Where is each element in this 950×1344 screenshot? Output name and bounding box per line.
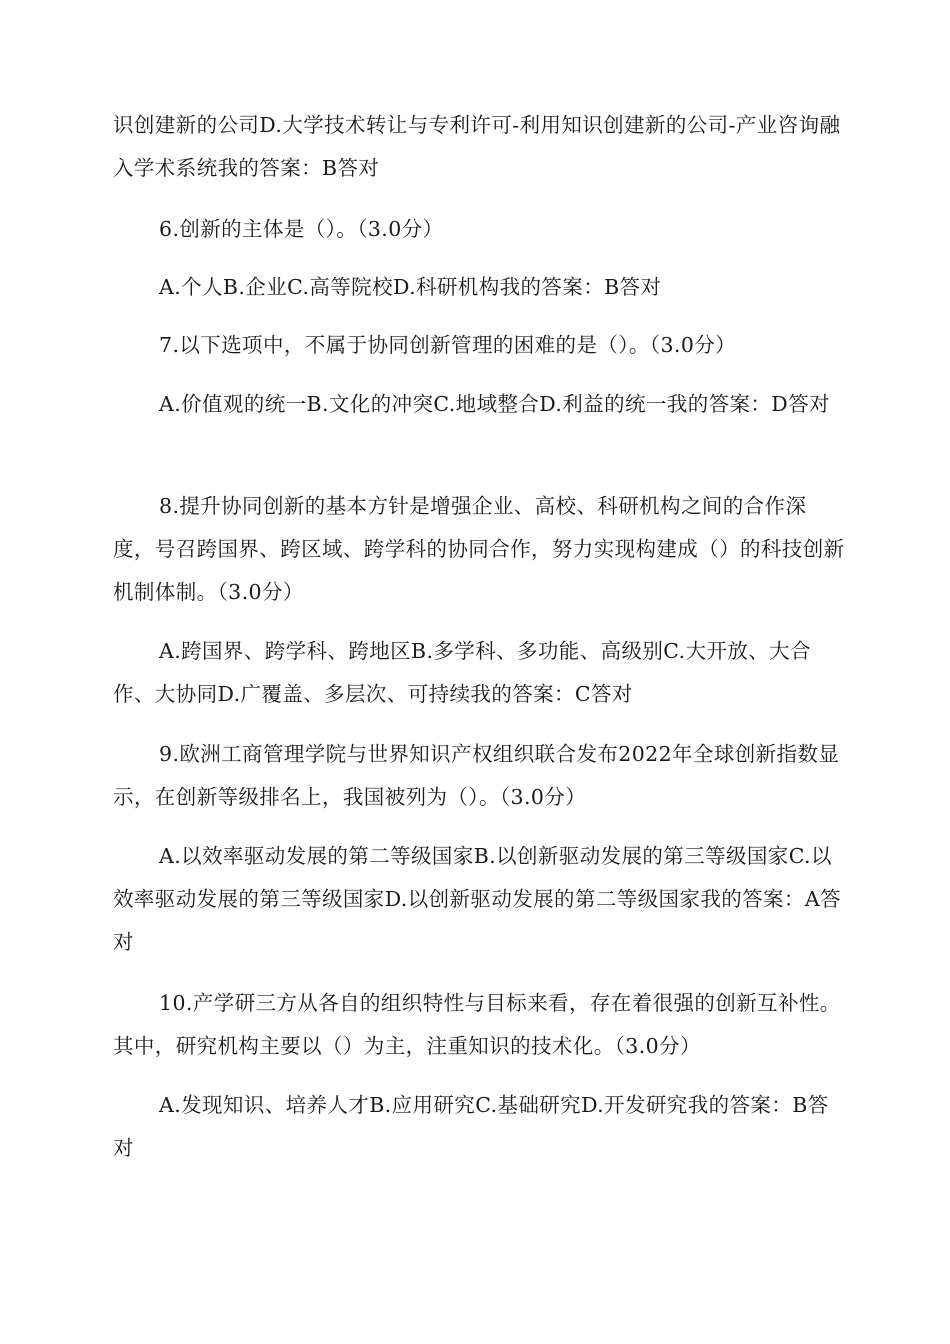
question-6: 6.创新的主体是（）。（3.0分）	[159, 217, 444, 241]
answer-line-q5-continuation: 识创建新的公司D.大学技术转让与专利许可-利用知识创建新的公司-产业咨询融入学术系统我的答案：B答对	[113, 113, 841, 180]
question-7: 7.以下选项中，不属于协同创新管理的困难的是（）。（3.0分）	[159, 333, 737, 357]
options-answer-q6: A.个人B.企业C.高等院校D.科研机构我的答案：B答对	[159, 275, 662, 299]
question-9: 9.欧洲工商管理学院与世界知识产权组织联合发布2022年全球创新指数显示，在创新等级排名上，我国被列为（）。（3.0分）	[113, 742, 840, 809]
options-answer-q8: A.跨国界、跨学科、跨地区B.多学科、多功能、高级别C.大开放、大合作、大协同D.广覆盖、多层次、可持续我的答案：C答对	[113, 639, 811, 706]
options-answer-q9: A.以效率驱动发展的第二等级国家B.以创新驱动发展的第三等级国家C.以效率驱动发展的第三等级国家D.以创新驱动发展的第二等级国家我的答案：A答对	[113, 844, 841, 954]
options-answer-q10: A.发现知识、培养人才B.应用研究C.基础研究D.开发研究我的答案：B答对	[113, 1093, 829, 1160]
question-10: 10.产学研三方从各自的组织特性与目标来看，存在着很强的创新互补性。其中，研究机构主要以（）为主，注重知识的技术化。（3.0分）	[113, 991, 841, 1058]
question-8: 8.提升协同创新的基本方针是增强企业、高校、科研机构之间的合作深度，号召跨国界、跨区域、跨学科的协同合作，努力实现构建成（）的科技创新机制体制。（3.0分）	[113, 494, 845, 604]
options-answer-q7: A.价值观的统一B.文化的冲突C.地域整合D.利益的统一我的答案：D答对	[159, 392, 830, 416]
